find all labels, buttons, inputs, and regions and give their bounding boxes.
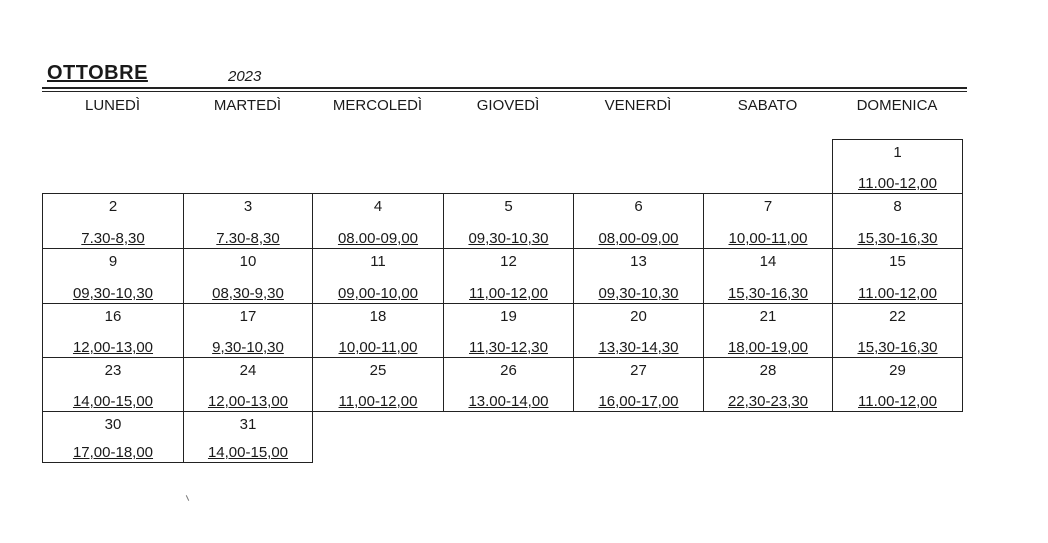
day-cell	[832, 193, 963, 249]
day-number: 21	[759, 308, 777, 325]
day-cell	[42, 248, 184, 304]
day-cell	[703, 357, 833, 412]
time-slot: 18,00-19,00	[727, 339, 809, 356]
day-number: 26	[500, 362, 517, 379]
day-number: 19	[500, 308, 517, 325]
time-slot: 14,00-15,00	[72, 393, 154, 410]
weekday-header-venerdi: VENERDÌ	[604, 97, 672, 114]
day-number: 14	[759, 253, 777, 270]
day-cell	[183, 357, 313, 412]
day-cell	[183, 303, 313, 358]
day-cell	[832, 303, 963, 358]
time-slot: 11.00-12,00	[858, 285, 937, 302]
time-slot: 15,30-16,30	[727, 285, 809, 302]
day-cell	[573, 303, 704, 358]
scan-mark	[186, 495, 189, 501]
day-cell	[573, 248, 704, 304]
day-cell	[312, 357, 444, 412]
day-number: 17	[239, 308, 257, 325]
day-cell	[443, 303, 574, 358]
time-slot: 7.30-8,30	[216, 230, 280, 247]
day-cell	[312, 248, 444, 304]
day-cell	[312, 303, 444, 358]
day-cell	[832, 248, 963, 304]
day-number: 4	[373, 198, 383, 215]
day-number: 18	[369, 308, 387, 325]
month-title: OTTOBRE	[47, 62, 148, 84]
day-cell	[312, 193, 444, 249]
time-slot: 11,00-12,00	[338, 393, 418, 410]
day-number: 2	[108, 198, 118, 215]
day-number: 31	[239, 416, 257, 433]
day-cell	[703, 303, 833, 358]
time-slot: 13.00-14,00	[468, 393, 549, 410]
day-number: 13	[630, 253, 647, 270]
time-slot: 09,30-10,30	[72, 285, 154, 302]
day-number: 8	[893, 198, 902, 215]
day-number: 28	[759, 362, 777, 379]
day-number: 12	[500, 253, 517, 270]
day-cell	[832, 357, 963, 412]
day-number: 6	[634, 198, 643, 215]
time-slot: 11,00-12,00	[469, 285, 548, 302]
time-slot: 12,00-13,00	[72, 339, 154, 356]
time-slot: 22,30-23,30	[727, 393, 809, 410]
time-slot: 15,30-16,30	[857, 230, 938, 247]
weekday-header-martedi: MARTEDÌ	[213, 97, 282, 114]
weekday-header-lunedi: LUNEDÌ	[84, 97, 140, 114]
time-slot: 09,30-10,30	[598, 285, 679, 302]
day-number: 10	[239, 253, 257, 270]
time-slot: 16,00-17,00	[598, 393, 679, 410]
weekday-header-giovedi: GIOVEDÌ	[476, 97, 540, 114]
time-slot: 11.00-12,00	[858, 175, 937, 192]
day-cell	[183, 193, 313, 249]
time-slot: 09,00-10,00	[337, 285, 419, 302]
weekday-header-mercoledi: MERCOLEDÌ	[332, 97, 423, 114]
time-slot: 15,30-16,30	[857, 339, 938, 356]
day-number: 15	[889, 253, 906, 270]
day-number: 3	[243, 198, 253, 215]
day-cell	[703, 248, 833, 304]
weekday-header-domenica: DOMENICA	[856, 97, 938, 114]
day-cell	[42, 303, 184, 358]
day-number: 27	[630, 362, 647, 379]
time-slot: 7.30-8,30	[81, 230, 145, 247]
day-number: 16	[104, 308, 122, 325]
time-slot: 08,00-09,00	[598, 230, 679, 247]
day-cell	[183, 248, 313, 304]
day-number: 7	[763, 198, 773, 215]
day-number: 9	[108, 253, 118, 270]
time-slot: 9,30-10,30	[212, 339, 284, 356]
day-number: 5	[504, 198, 513, 215]
day-number: 1	[893, 144, 902, 161]
time-slot: 14,00-15,00	[207, 444, 289, 461]
day-number: 29	[889, 362, 906, 379]
time-slot: 13,30-14,30	[598, 339, 679, 356]
time-slot: 17,00-18,00	[72, 444, 154, 461]
day-cell	[443, 357, 574, 412]
day-cell	[443, 193, 574, 249]
day-cell	[832, 139, 963, 194]
day-number: 11	[370, 253, 386, 270]
day-number: 23	[104, 362, 122, 379]
day-cell	[703, 193, 833, 249]
day-cell	[42, 357, 184, 412]
day-cell	[573, 357, 704, 412]
time-slot: 09,30-10,30	[468, 230, 549, 247]
year-label: 2023	[228, 68, 262, 85]
time-slot: 08.00-09,00	[337, 230, 419, 247]
time-slot: 08,30-9,30	[212, 285, 284, 302]
day-cell	[183, 411, 313, 463]
day-number: 24	[239, 362, 257, 379]
day-number: 20	[630, 308, 647, 325]
day-cell	[443, 248, 574, 304]
day-cell	[42, 193, 184, 249]
time-slot: 11.00-12,00	[858, 393, 937, 410]
header-rule-thin	[42, 91, 967, 92]
time-slot: 12,00-13,00	[207, 393, 289, 410]
day-number: 22	[889, 308, 906, 325]
day-cell	[573, 193, 704, 249]
time-slot: 10,00-11,00	[728, 230, 808, 247]
weekday-header-sabato: SABATO	[737, 97, 798, 114]
day-cell	[42, 411, 184, 463]
time-slot: 10,00-11,00	[338, 339, 418, 356]
day-number: 25	[369, 362, 387, 379]
header-rule	[42, 87, 967, 89]
time-slot: 11,30-12,30	[469, 339, 548, 356]
day-number: 30	[104, 416, 122, 433]
